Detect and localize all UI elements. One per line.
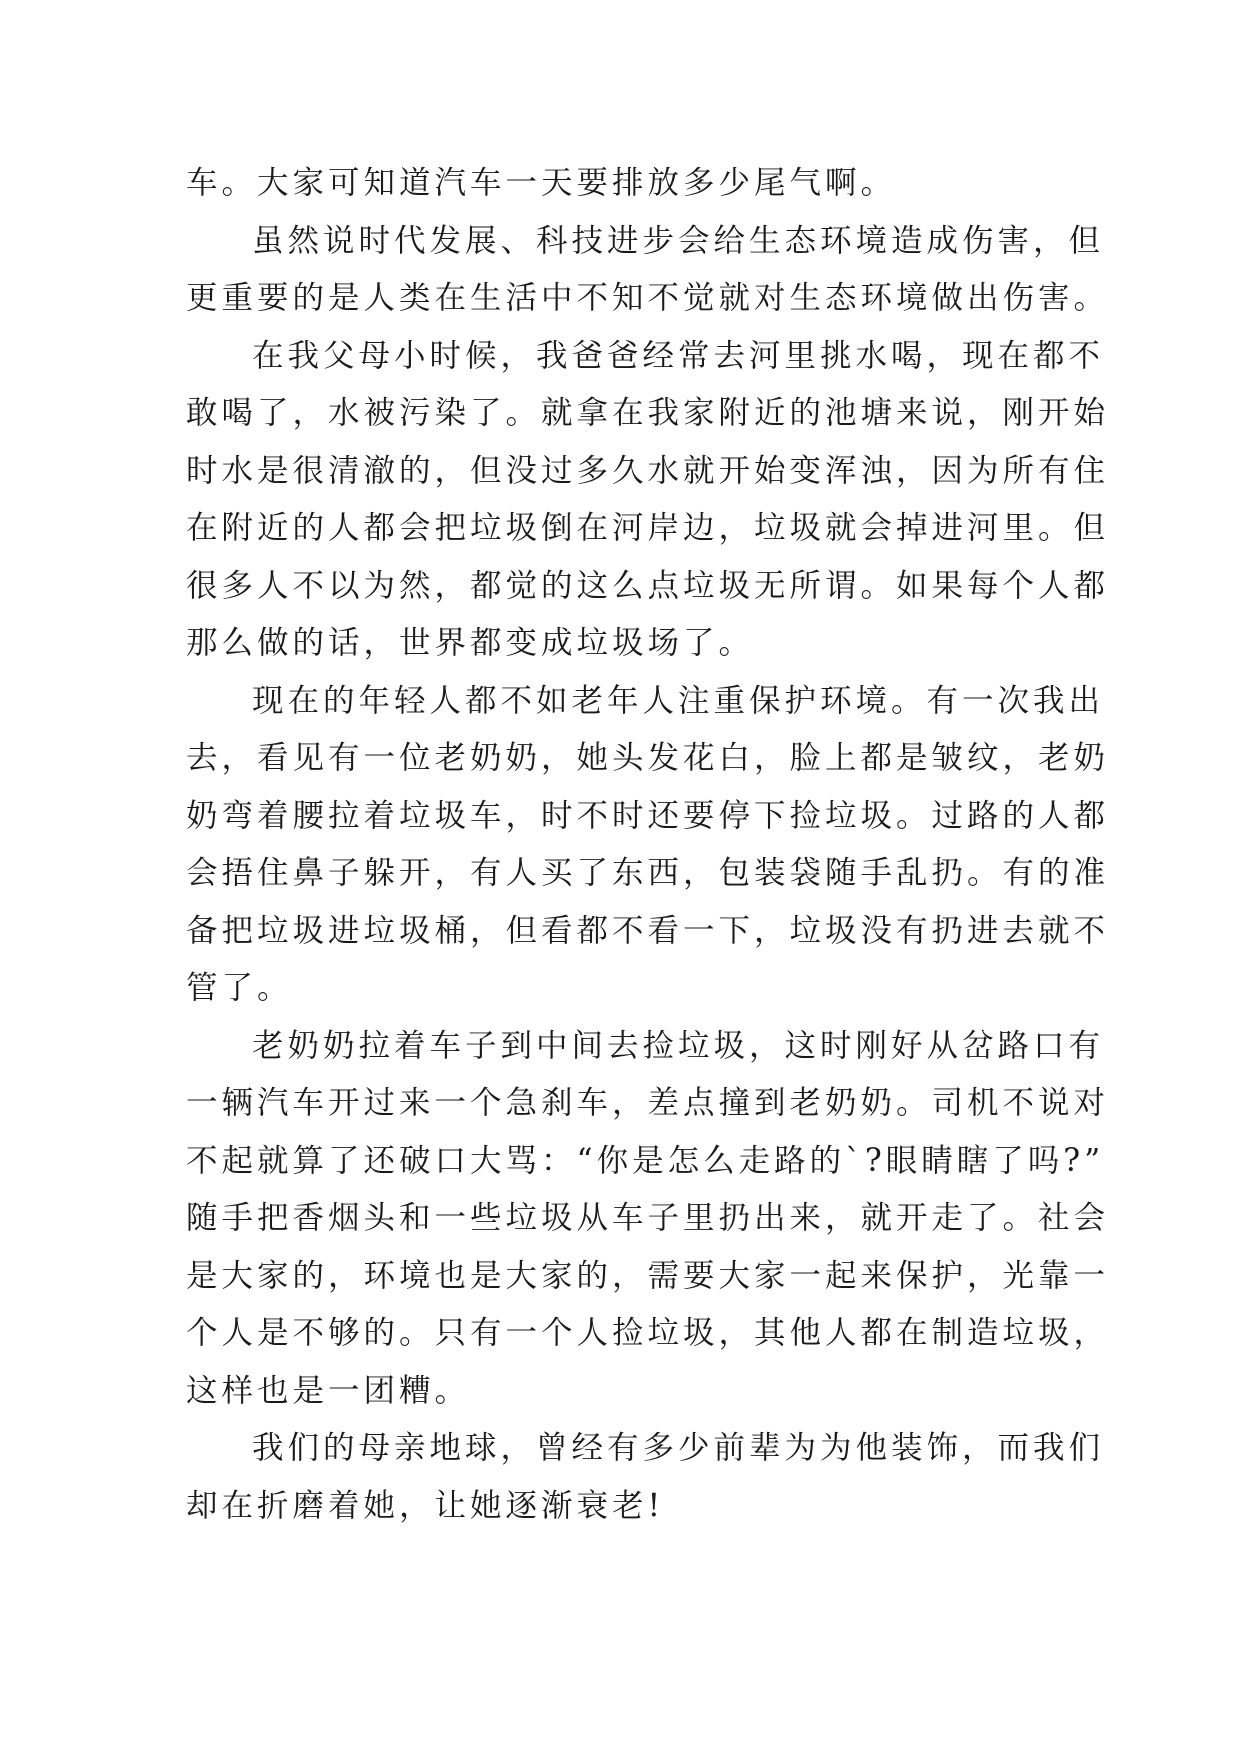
paragraph-first-line: 现在的年轻人都不如老年人注重保护环境。有一次我出 bbox=[252, 682, 1105, 719]
text-line: 这样也是一团糟。 bbox=[186, 1372, 471, 1409]
text-line: 更重要的是人类在生活中不知不觉就对生态环境做出伤害。 bbox=[186, 280, 1110, 316]
text-line: 不起就算了还破口大骂：“你是怎么走路的`?眼睛瞎了吗?” bbox=[186, 1142, 1105, 1179]
text-line: 车。大家可知道汽车一天要排放多少尾气啊。 bbox=[186, 165, 897, 201]
essay-body bbox=[186, 155, 1110, 1535]
paragraph-first-line: 在我父母小时候，我爸爸经常去河里挑水喝，现在都不 bbox=[252, 337, 1105, 374]
text-line: 敢喝了，水被污染了。就拿在我家附近的池塘来说，刚开始 bbox=[186, 395, 1110, 431]
paragraph-first-line: 老奶奶拉着车子到中间去捡垃圾，这时刚好从岔路口有 bbox=[252, 1027, 1105, 1064]
text-line: 个人是不够的。只有一个人捡垃圾，其他人都在制造垃圾， bbox=[186, 1315, 1110, 1351]
text-line: 那么做的话，世界都变成垃圾场了。 bbox=[186, 625, 755, 661]
text-line: 一辆汽车开过来一个急刹车，差点撞到老奶奶。司机不说对 bbox=[186, 1085, 1110, 1121]
text-line: 去，看见有一位老奶奶，她头发花白，脸上都是皱纹，老奶 bbox=[186, 740, 1110, 776]
paragraph-first-line: 我们的母亲地球，曾经有多少前辈为为他装饰，而我们 bbox=[252, 1430, 1105, 1466]
text-line: 却在折磨着她，让她逐渐衰老! bbox=[186, 1487, 665, 1524]
text-line: 是大家的，环境也是大家的，需要大家一起来保护，光靠一 bbox=[186, 1257, 1110, 1294]
text-line: 随手把香烟头和一些垃圾从车子里扔出来，就开走了。社会 bbox=[186, 1200, 1110, 1236]
text-line: 管了。 bbox=[186, 970, 293, 1006]
text-line: 会捂住鼻子躲开，有人买了东西，包装袋随手乱扔。有的准 bbox=[186, 855, 1110, 891]
paragraph-first-line: 虽然说时代发展、科技进步会给生态环境造成伤害，但 bbox=[252, 222, 1105, 259]
text-line: 时水是很清澈的，但没过多久水就开始变浑浊，因为所有住 bbox=[186, 452, 1110, 489]
text-line: 备把垃圾进垃圾桶，但看都不看一下，垃圾没有扔进去就不 bbox=[186, 912, 1110, 949]
text-line: 在附近的人都会把垃圾倒在河岸边，垃圾就会掉进河里。但 bbox=[186, 510, 1110, 546]
text-line: 很多人不以为然，都觉的这么点垃圾无所谓。如果每个人都 bbox=[186, 567, 1110, 604]
text-line: 奶弯着腰拉着垃圾车，时不时还要停下捡垃圾。过路的人都 bbox=[186, 797, 1110, 834]
